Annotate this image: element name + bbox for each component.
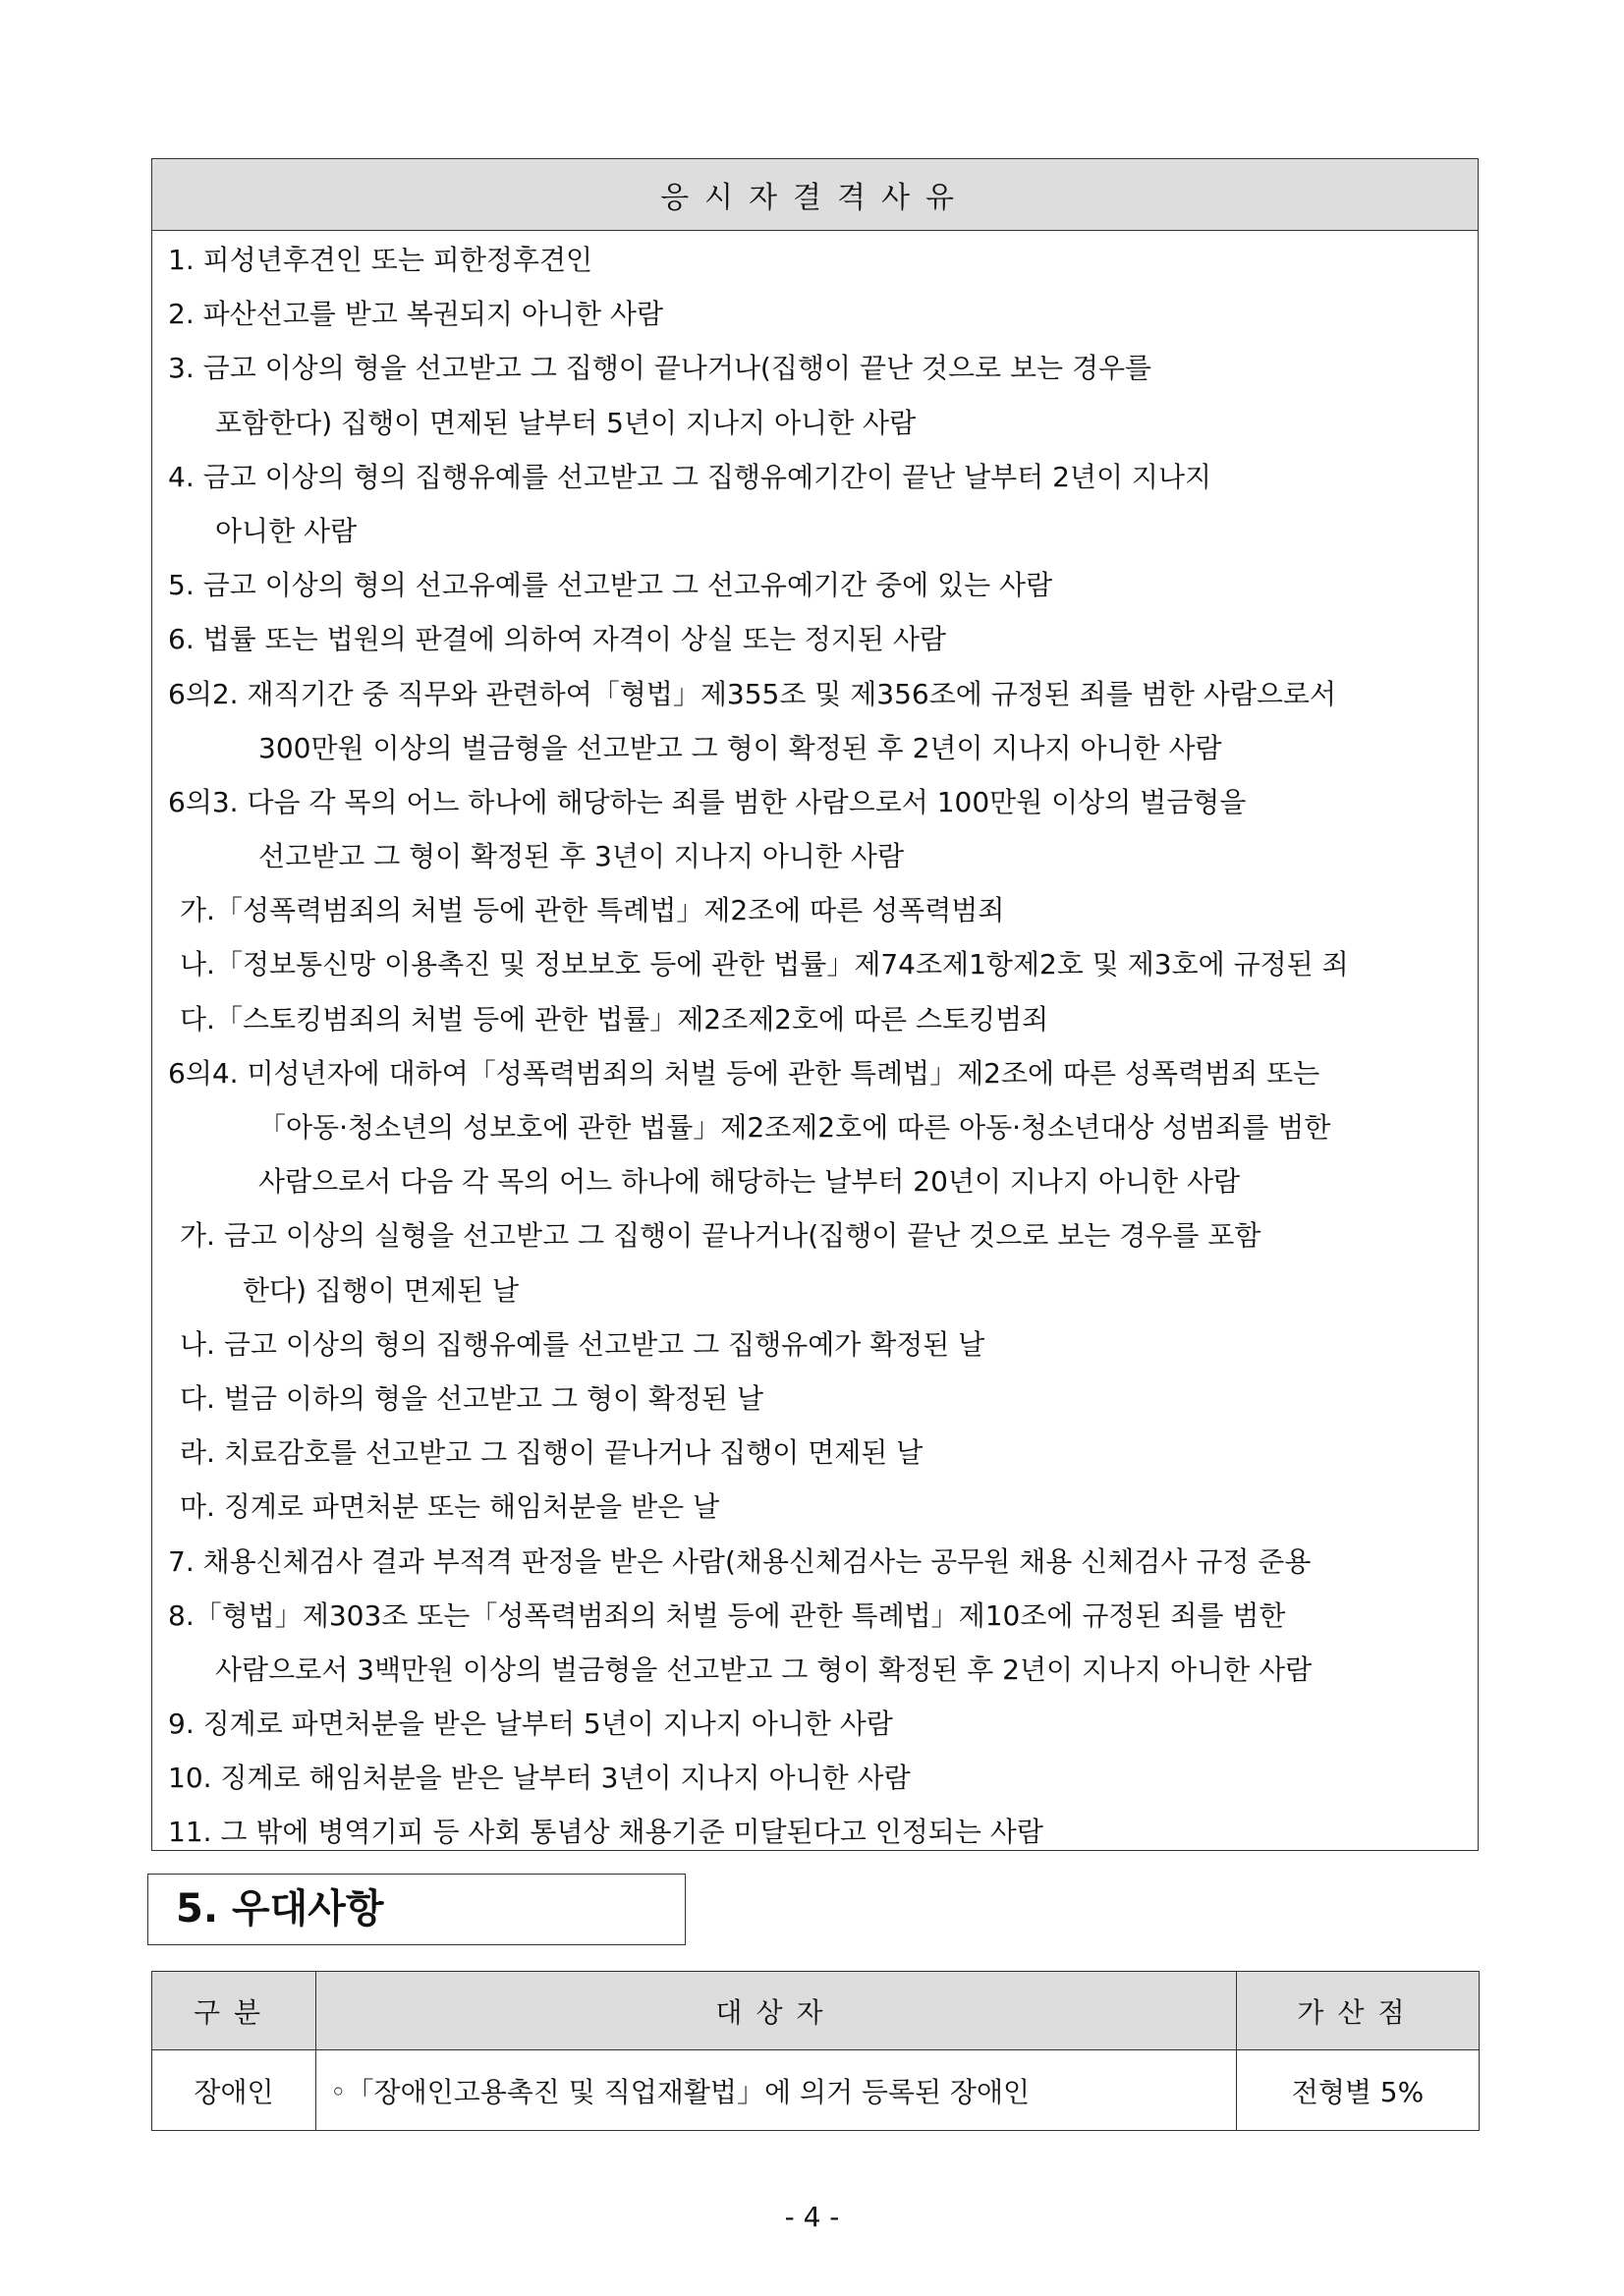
section-title: 5. 우대사항 [147, 1874, 686, 1945]
list-item: 마. 징계로 파면처분 또는 해임처분을 받은 날 [180, 1490, 720, 1524]
list-item: 4. 금고 이상의 형의 집행유예를 선고받고 그 집행유예기간이 끝난 날부터 2년이 지나지 [168, 460, 1212, 493]
list-item: 가. 금고 이상의 실형을 선고받고 그 집행이 끝나거나(집행이 끝난 것으로 보는 경우를 포함 [180, 1219, 1261, 1253]
list-item: 가.「성폭력범죄의 처벌 등에 관한 특례법」제2조에 따른 성폭력범죄 [180, 894, 1005, 927]
page-number: - 4 - [784, 2201, 840, 2233]
list-item: 3. 금고 이상의 형을 선고받고 그 집행이 끝나거나(집행이 끝난 것으로 보는 경우를 [168, 352, 1152, 385]
list-item: 한다) 집행이 면제된 날 [243, 1273, 520, 1307]
list-item: 나.「정보통신망 이용촉진 및 정보보호 등에 관한 법률」제74조제1항제2호 및 제3호에 규정된 죄 [180, 948, 1349, 981]
list-item: 포함한다) 집행이 면제된 날부터 5년이 지나지 아니한 사람 [215, 406, 917, 439]
list-item: 6의3. 다음 각 목의 어느 하나에 해당하는 죄를 범한 사람으로서 100만원 이상의 벌금형을 [168, 785, 1247, 818]
list-item: 2. 파산선고를 받고 복권되지 아니한 사람 [168, 298, 663, 331]
list-item: 다.「스토킹범죄의 처벌 등에 관한 법률」제2조제2호에 따른 스토킹범죄 [180, 1002, 1049, 1036]
cell-category: 장애인 [152, 2050, 316, 2131]
list-item: 5. 금고 이상의 형의 선고유예를 선고받고 그 선고유예기간 중에 있는 사람 [168, 569, 1053, 602]
list-item: 라. 치료감호를 선고받고 그 집행이 끝나거나 집행이 면제된 날 [180, 1436, 924, 1470]
list-item: 1. 피성년후견인 또는 피한정후견인 [168, 244, 593, 276]
preference-table [151, 1971, 1480, 2131]
disqualification-header: 응시자결격사유 [152, 159, 1478, 231]
list-item: 10. 징계로 해임처분을 받은 날부터 3년이 지나지 아니한 사람 [168, 1762, 911, 1795]
list-item: 11. 그 밖에 병역기피 등 사회 통념상 채용기준 미달된다고 인정되는 사람 [168, 1816, 1043, 1849]
list-item: 사람으로서 3백만원 이상의 벌금형을 선고받고 그 형이 확정된 후 2년이 지나지 아니한 사람 [215, 1652, 1313, 1686]
list-item: 선고받고 그 형이 확정된 후 3년이 지나지 아니한 사람 [258, 840, 905, 873]
table-row [152, 2050, 1480, 2131]
column-header-target: 대상자 [316, 1972, 1237, 2050]
disqualification-table [151, 158, 1479, 1851]
list-item: 9. 징계로 파면처분을 받은 날부터 5년이 지나지 아니한 사람 [168, 1708, 893, 1741]
list-item: 다. 벌금 이하의 형을 선고받고 그 형이 확정된 날 [180, 1381, 764, 1415]
list-item: 6의2. 재직기간 중 직무와 관련하여「형법」제355조 및 제356조에 규정된 죄를 범한 사람으로서 [168, 677, 1337, 710]
cell-points: 전형별 5% [1237, 2050, 1480, 2131]
list-item: 아니한 사람 [215, 514, 358, 547]
list-item: 6. 법률 또는 법원의 판결에 의하여 자격이 상실 또는 정지된 사람 [168, 623, 946, 656]
list-item: 사람으로서 다음 각 목의 어느 하나에 해당하는 날부터 20년이 지나지 아니한 사람 [258, 1165, 1241, 1199]
list-item: 나. 금고 이상의 형의 집행유예를 선고받고 그 집행유예가 확정된 날 [180, 1327, 985, 1361]
disqualification-list [152, 231, 1478, 1860]
list-item: 300만원 이상의 벌금형을 선고받고 그 형이 확정된 후 2년이 지나지 아니한 사람 [258, 731, 1222, 764]
list-item: 6의4. 미성년자에 대하여「성폭력범죄의 처벌 등에 관한 특례법」제2조에 따른 성폭력범죄 또는 [168, 1056, 1320, 1090]
list-item: 8.「형법」제303조 또는「성폭력범죄의 처벌 등에 관한 특례법」제10조에 규정된 죄를 범한 [168, 1598, 1286, 1632]
list-item: 「아동·청소년의 성보호에 관한 법률」제2조제2호에 따른 아동·청소년대상 성범죄를 범한 [258, 1111, 1331, 1144]
column-header-points: 가산점 [1237, 1972, 1480, 2050]
cell-target: ◦「장애인고용촉진 및 직업재활법」에 의거 등록된 장애인 [316, 2050, 1237, 2131]
list-item: 7. 채용신체검사 결과 부적격 판정을 받은 사람(채용신체검사는 공무원 채용 신체검사 규정 준용 [168, 1544, 1312, 1578]
column-header-category: 구분 [152, 1972, 316, 2050]
table-header-row [152, 1972, 1480, 2050]
